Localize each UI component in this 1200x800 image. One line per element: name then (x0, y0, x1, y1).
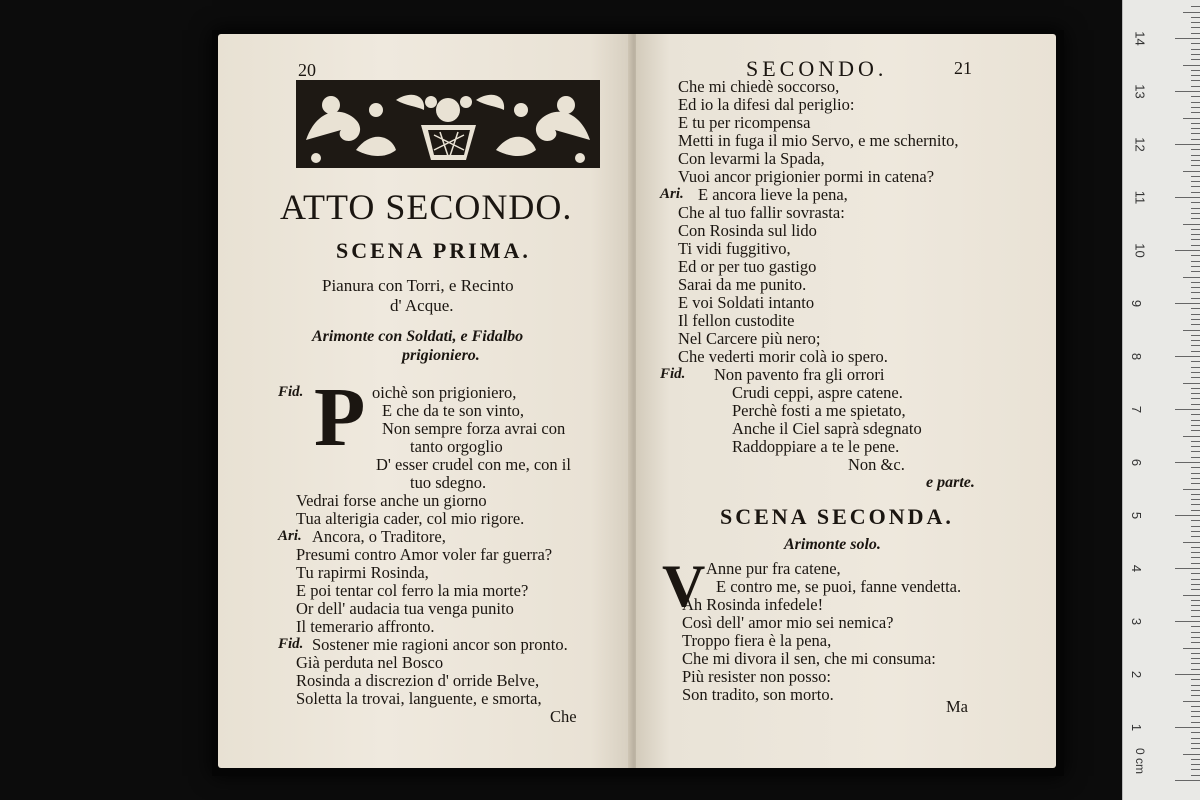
ruler-number: 6 (1129, 458, 1145, 467)
verse-line: Metti in fuga il mio Servo, e me schernito, (678, 131, 959, 150)
ruler-tick (1191, 610, 1200, 611)
ruler-tick (1191, 70, 1200, 71)
measuring-ruler (1122, 0, 1200, 800)
ruler-tick (1191, 282, 1200, 283)
ruler-tick (1191, 600, 1200, 601)
verse-line: E poi tentar col ferro la mia morte? (296, 581, 529, 600)
ruler-tick (1191, 80, 1200, 81)
ruler-tick (1191, 388, 1200, 389)
verse-line: Tu rapirmi Rosinda, (296, 563, 429, 582)
ruler-tick (1191, 335, 1200, 336)
ruler-tick (1191, 732, 1200, 733)
location-line: Pianura con Torri, e Recinto (322, 276, 514, 295)
ruler-tick (1191, 531, 1200, 532)
ruler-tick (1191, 213, 1200, 214)
speaker-label: Ari. (660, 186, 684, 202)
ruler-tick (1191, 711, 1200, 712)
ruler-tick (1191, 43, 1200, 44)
woodcut-ornament-icon (296, 80, 600, 168)
verse-line: Non sempre forza avrai con (382, 419, 566, 438)
ruler-tick (1191, 473, 1200, 474)
ruler-number: 13 (1132, 84, 1148, 99)
verse-line: Il fellon custodite (678, 311, 795, 330)
ruler-tick (1191, 361, 1200, 362)
ruler-tick (1191, 764, 1200, 765)
ruler-tick (1191, 589, 1200, 590)
cast-line: Arimonte con Soldati, e Fidalbo (312, 328, 524, 345)
scene-title: SCENA SECONDA. (720, 504, 954, 529)
ruler-tick (1183, 595, 1200, 596)
ruler-tick (1191, 663, 1200, 664)
ruler-tick (1191, 393, 1200, 394)
ruler-tick (1191, 706, 1200, 707)
verse-line: tanto orgoglio (410, 437, 503, 456)
ruler-tick (1175, 409, 1200, 410)
verse-line: Presumi contro Amor voler far guerra? (296, 545, 553, 564)
ruler-tick (1191, 759, 1200, 760)
ruler-tick (1191, 149, 1200, 150)
ruler-number: 2 (1129, 670, 1145, 679)
ruler-tick (1191, 722, 1200, 723)
location-line: d' Acque. (390, 296, 454, 315)
verse-line: D' esser crudel con me, con il (376, 455, 571, 474)
verse-line: Perchè fosti a me spietato, (732, 401, 906, 420)
ruler-tick (1191, 27, 1200, 28)
ruler-tick (1191, 287, 1200, 288)
ruler-tick (1191, 266, 1200, 267)
cast-line: Arimonte solo. (784, 536, 881, 553)
scene-title: SCENA PRIMA. (336, 238, 531, 263)
verse-line: Che vederti morir colà io spero. (678, 347, 888, 366)
verse-line: Ah Rosinda infedele! (682, 595, 824, 614)
ruler-number: 9 (1129, 299, 1145, 308)
verse-line: E che da te son vinto, (382, 401, 525, 420)
ruler-tick (1191, 584, 1200, 585)
verse-line: Sostener mie ragioni ancor son pronto. (312, 635, 568, 654)
verse-line: E ancora lieve la pena, (698, 185, 848, 204)
ruler-tick (1191, 536, 1200, 537)
ruler-tick (1183, 701, 1200, 702)
ruler-tick (1191, 552, 1200, 553)
verse-line: Crudi ceppi, aspre catene. (732, 383, 903, 402)
ruler-tick (1191, 192, 1200, 193)
ruler-tick (1183, 224, 1200, 225)
ruler-tick (1191, 743, 1200, 744)
ruler-tick (1175, 674, 1200, 675)
ruler-tick (1191, 208, 1200, 209)
ruler-tick (1183, 648, 1200, 649)
ruler-tick (1191, 457, 1200, 458)
ruler-tick (1191, 690, 1200, 691)
verse-line: Vedrai forse anche un giorno (296, 491, 487, 510)
verse-line: tuo sdegno. (410, 473, 487, 492)
ruler-tick (1183, 542, 1200, 543)
ruler-tick (1183, 171, 1200, 172)
ruler-tick (1191, 398, 1200, 399)
ruler-tick (1183, 12, 1200, 13)
ruler-number: 4 (1129, 564, 1145, 573)
speaker-label: Fid. (278, 636, 304, 652)
ruler-tick (1191, 483, 1200, 484)
drop-capital: P (314, 371, 366, 464)
verse-line: Son tradito, son morto. (682, 685, 834, 704)
ruler-tick (1175, 621, 1200, 622)
ruler-tick (1191, 499, 1200, 500)
running-head: SECONDO. (746, 56, 888, 81)
ruler-tick (1191, 573, 1200, 574)
ruler-tick (1191, 695, 1200, 696)
ruler-tick (1191, 49, 1200, 50)
ruler-tick (1191, 658, 1200, 659)
verse-line: E contro me, se puoi, fanne vendetta. (716, 577, 962, 596)
ruler-tick (1191, 451, 1200, 452)
ruler-tick (1183, 65, 1200, 66)
ruler-tick (1191, 107, 1200, 108)
ruler-number: 11 (1132, 190, 1148, 205)
ruler-tick (1191, 345, 1200, 346)
ruler-number: 5 (1129, 511, 1145, 520)
ruler-tick (1191, 769, 1200, 770)
verse-line: Ti vidi fuggitivo, (678, 239, 791, 258)
ruler-tick (1191, 202, 1200, 203)
ruler-tick (1191, 229, 1200, 230)
ruler-tick (1175, 91, 1200, 92)
ruler-tick (1191, 123, 1200, 124)
ruler-tick (1191, 441, 1200, 442)
ruler-tick (1183, 383, 1200, 384)
ruler-tick (1191, 616, 1200, 617)
ruler-tick (1191, 626, 1200, 627)
verse-line: Ancora, o Traditore, (312, 527, 446, 546)
verse-line: Che mi divora il sen, che mi consuma: (682, 649, 936, 668)
verse-line: Ed or per tuo gastigo (678, 257, 817, 276)
verse-line: Rosinda a discrezion d' orride Belve, (296, 671, 540, 690)
ruler-tick (1191, 218, 1200, 219)
ruler-tick (1191, 547, 1200, 548)
ruler-tick (1191, 563, 1200, 564)
verse-line: Non pavento fra gli orrori (714, 365, 885, 384)
ruler-tick (1191, 367, 1200, 368)
ruler-tick (1191, 340, 1200, 341)
ruler-tick (1175, 38, 1200, 39)
verse-line: Ed io la difesi dal periglio: (678, 95, 855, 114)
ruler-tick (1175, 356, 1200, 357)
ruler-tick (1175, 568, 1200, 569)
speaker-label: Fid. (660, 366, 686, 382)
ruler-tick (1191, 314, 1200, 315)
ruler-number: 8 (1129, 352, 1145, 361)
ruler-tick (1191, 642, 1200, 643)
ruler-tick (1191, 637, 1200, 638)
catchword: Che (550, 707, 577, 726)
verse-line: Anne pur fra catene, (706, 559, 841, 578)
ruler-tick (1191, 669, 1200, 670)
ruler-tick (1191, 245, 1200, 246)
ruler-tick (1175, 515, 1200, 516)
ruler-tick (1191, 494, 1200, 495)
verse-line: Che al tuo fallir sovrasta: (678, 203, 845, 222)
verse-line: Soletta la trovai, languente, e smorta, (296, 689, 542, 708)
verse-line: Raddoppiare a te le pene. (732, 437, 900, 456)
ruler-tick (1175, 250, 1200, 251)
ruler-tick (1191, 255, 1200, 256)
ruler-tick (1175, 303, 1200, 304)
speaker-label: Fid. (278, 384, 304, 400)
ruler-tick (1191, 298, 1200, 299)
verse-line: Troppo fiera è la pena, (682, 631, 832, 650)
ruler-tick (1183, 489, 1200, 490)
ruler-number: 10 (1132, 243, 1148, 258)
verse-line: Con Rosinda sul lido (678, 221, 817, 240)
ruler-tick (1191, 748, 1200, 749)
ruler-tick (1191, 632, 1200, 633)
verse-line: Che mi chiedè soccorso, (678, 77, 840, 96)
verse-line: Nel Carcere più nero; (678, 329, 821, 348)
ruler-tick (1191, 504, 1200, 505)
ruler-tick (1175, 462, 1200, 463)
ruler-tick (1191, 234, 1200, 235)
ruler-tick (1191, 738, 1200, 739)
verse-line: Già perduta nel Bosco (296, 653, 444, 672)
ruler-tick (1191, 33, 1200, 34)
ruler-tick (1191, 308, 1200, 309)
ruler-tick (1191, 775, 1200, 776)
ruler-tick (1191, 510, 1200, 511)
act-title: ATTO SECONDO. (280, 187, 573, 227)
ruler-tick (1191, 319, 1200, 320)
ruler-tick (1191, 6, 1200, 7)
ruler-tick (1191, 446, 1200, 447)
page-number: 20 (298, 60, 316, 80)
drop-capital: V (662, 553, 706, 619)
ruler-tick (1191, 22, 1200, 23)
ruler-tick (1191, 17, 1200, 18)
page-number: 21 (954, 58, 972, 78)
ruler-tick (1191, 430, 1200, 431)
ruler-tick (1191, 102, 1200, 103)
ruler-tick (1183, 754, 1200, 755)
ruler-number: 14 (1132, 31, 1148, 46)
ruler-tick (1191, 54, 1200, 55)
ruler-tick (1175, 780, 1200, 781)
verse-line: Più resister non posso: (682, 667, 831, 686)
ruler-tick (1191, 292, 1200, 293)
ruler-number: 12 (1132, 137, 1148, 152)
verse-line: Tua alterigia cader, col mio rigore. (296, 509, 525, 528)
verse-line: Sarai da me punito. (678, 275, 807, 294)
verse-line: E tu per ricompensa (678, 113, 811, 132)
ruler-number: 7 (1129, 405, 1145, 414)
ruler-tick (1191, 86, 1200, 87)
ruler-number: 3 (1129, 617, 1145, 626)
ruler-tick (1191, 653, 1200, 654)
ruler-tick (1191, 467, 1200, 468)
ruler-tick (1191, 372, 1200, 373)
ruler-tick (1191, 425, 1200, 426)
ruler-tick (1191, 181, 1200, 182)
ruler-tick (1191, 96, 1200, 97)
verse-line: Or dell' audacia tua venga punito (296, 599, 514, 618)
ruler-tick (1191, 176, 1200, 177)
ruler-tick (1183, 277, 1200, 278)
ruler-tick (1191, 155, 1200, 156)
ruler-tick (1191, 605, 1200, 606)
ruler-tick (1191, 133, 1200, 134)
verse-line: oichè son prigioniero, (372, 383, 517, 402)
ruler-tick (1191, 351, 1200, 352)
ruler-tick (1191, 377, 1200, 378)
ruler-tick (1175, 727, 1200, 728)
ruler-tick (1191, 579, 1200, 580)
ruler-tick (1191, 716, 1200, 717)
ruler-tick (1191, 75, 1200, 76)
speaker-label: Ari. (278, 528, 302, 544)
ruler-tick (1191, 414, 1200, 415)
ruler-tick (1191, 128, 1200, 129)
left-page (218, 34, 632, 768)
right-page (636, 34, 1056, 768)
ruler-tick (1191, 160, 1200, 161)
ruler-tick (1191, 404, 1200, 405)
ruler-tick (1183, 436, 1200, 437)
ruler-tick (1191, 261, 1200, 262)
verse-line: Il temerario affronto. (296, 617, 435, 636)
ruler-tick (1191, 324, 1200, 325)
ruler-tick (1191, 679, 1200, 680)
ruler-tick (1191, 186, 1200, 187)
verse-line: Anche il Ciel saprà sdegnato (732, 419, 922, 438)
ruler-tick (1191, 239, 1200, 240)
cast-line: prigioniero. (402, 347, 480, 364)
ruler-tick (1191, 271, 1200, 272)
ruler-tick (1191, 420, 1200, 421)
verse-line: Con levarmi la Spada, (678, 149, 825, 168)
ruler-tick (1175, 197, 1200, 198)
ruler-tick (1191, 139, 1200, 140)
verse-line: Vuoi ancor prigionier pormi in catena? (678, 167, 935, 186)
ruler-tick (1191, 112, 1200, 113)
verse-line: Non &c. (848, 455, 905, 474)
ruler-tick (1191, 165, 1200, 166)
ruler-tick (1175, 144, 1200, 145)
verse-line: E voi Soldati intanto (678, 293, 815, 312)
verse-line: Così dell' amor mio sei nemica? (682, 613, 894, 632)
ruler-tick (1183, 118, 1200, 119)
ruler-tick (1191, 520, 1200, 521)
ruler-tick (1191, 526, 1200, 527)
ruler-tick (1183, 330, 1200, 331)
ruler-tick (1191, 557, 1200, 558)
ruler-number: 1 (1129, 723, 1145, 732)
ruler-tick (1191, 478, 1200, 479)
stage-direction: e parte. (926, 474, 975, 491)
ruler-tick (1191, 685, 1200, 686)
ruler-tick (1191, 59, 1200, 60)
ruler-unit: 0 cm (1133, 747, 1148, 775)
catchword: Ma (946, 697, 968, 716)
